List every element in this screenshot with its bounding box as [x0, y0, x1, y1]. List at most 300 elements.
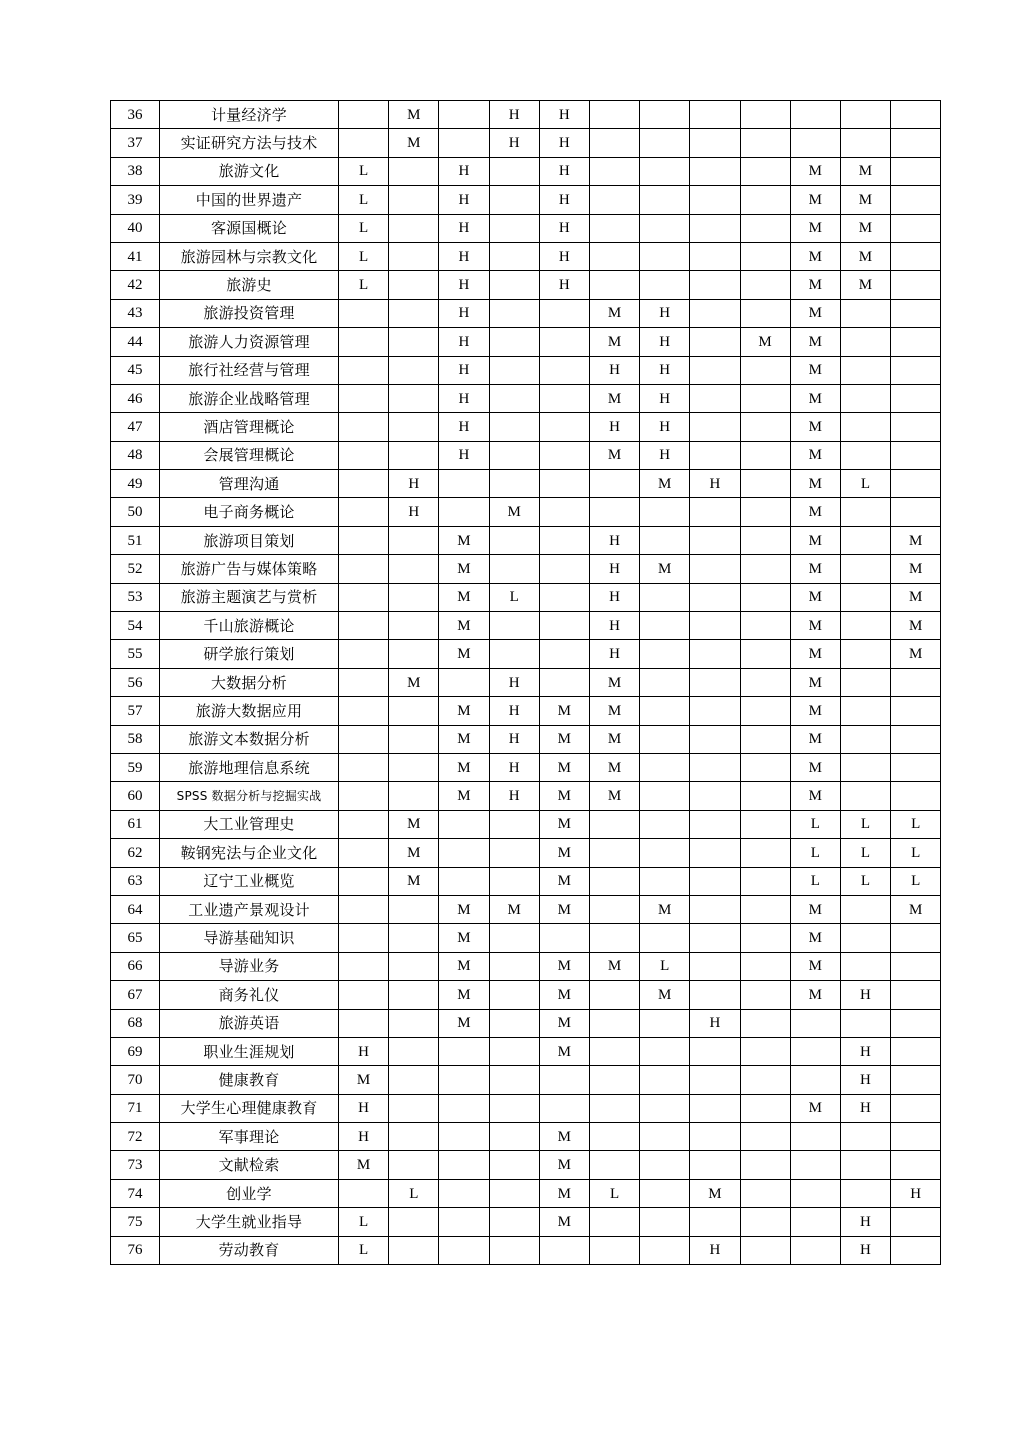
mark-cell: [589, 470, 639, 498]
mark-cell: [640, 697, 690, 725]
mark-cell: [589, 157, 639, 185]
mark-cell: M: [439, 725, 489, 753]
mark-cell: H: [439, 356, 489, 384]
mark-cell: M: [539, 725, 589, 753]
mark-cell: H: [439, 157, 489, 185]
mark-cell: L: [640, 952, 690, 980]
mark-cell: [740, 753, 790, 781]
mark-cell: [539, 328, 589, 356]
course-name: 旅游史: [160, 271, 339, 299]
mark-cell: M: [539, 697, 589, 725]
mark-cell: M: [790, 640, 840, 668]
mark-cell: H: [439, 271, 489, 299]
table-row: [111, 640, 941, 668]
mark-cell: [339, 725, 389, 753]
mark-cell: [690, 271, 740, 299]
course-name: 导游业务: [160, 952, 339, 980]
course-name: 研学旅行策划: [160, 640, 339, 668]
course-competency-matrix: [110, 100, 941, 1265]
mark-cell: M: [439, 753, 489, 781]
mark-cell: [389, 1094, 439, 1122]
mark-cell: [840, 924, 890, 952]
mark-cell: [489, 356, 539, 384]
mark-cell: [840, 413, 890, 441]
mark-cell: L: [840, 867, 890, 895]
mark-cell: H: [339, 1094, 389, 1122]
mark-cell: [439, 1151, 489, 1179]
mark-cell: [539, 1066, 589, 1094]
mark-cell: [740, 952, 790, 980]
row-number: 65: [111, 924, 160, 952]
mark-cell: [589, 271, 639, 299]
mark-cell: M: [790, 441, 840, 469]
mark-cell: [740, 299, 790, 327]
mark-cell: M: [790, 1094, 840, 1122]
table-row: [111, 356, 941, 384]
mark-cell: [690, 725, 740, 753]
mark-cell: [389, 214, 439, 242]
table-row: [111, 1066, 941, 1094]
mark-cell: [589, 981, 639, 1009]
mark-cell: [489, 924, 539, 952]
mark-cell: [389, 952, 439, 980]
mark-cell: [439, 101, 489, 129]
mark-cell: [740, 810, 790, 838]
mark-cell: [740, 384, 790, 412]
mark-cell: [640, 1208, 690, 1236]
table-row: [111, 157, 941, 185]
mark-cell: [690, 697, 740, 725]
mark-cell: [690, 782, 740, 810]
mark-cell: L: [790, 810, 840, 838]
mark-cell: M: [840, 157, 890, 185]
mark-cell: [891, 356, 941, 384]
mark-cell: [740, 1151, 790, 1179]
mark-cell: [840, 697, 890, 725]
row-number: 44: [111, 328, 160, 356]
mark-cell: [790, 101, 840, 129]
mark-cell: [589, 810, 639, 838]
mark-cell: [389, 895, 439, 923]
course-name: 客源国概论: [160, 214, 339, 242]
mark-cell: [389, 555, 439, 583]
course-name: 文献检索: [160, 1151, 339, 1179]
mark-cell: [539, 498, 589, 526]
mark-cell: H: [690, 1009, 740, 1037]
mark-cell: [539, 384, 589, 412]
mark-cell: M: [539, 1009, 589, 1037]
table-row: [111, 384, 941, 412]
table-row: [111, 810, 941, 838]
mark-cell: [690, 157, 740, 185]
mark-cell: M: [439, 526, 489, 554]
mark-cell: [840, 526, 890, 554]
course-name: 旅行社经营与管理: [160, 356, 339, 384]
mark-cell: [840, 753, 890, 781]
mark-cell: [489, 612, 539, 640]
mark-cell: [790, 1123, 840, 1151]
mark-cell: [891, 981, 941, 1009]
mark-cell: H: [489, 668, 539, 696]
mark-cell: [690, 242, 740, 270]
mark-cell: [640, 1094, 690, 1122]
mark-cell: H: [439, 242, 489, 270]
mark-cell: [389, 640, 439, 668]
mark-cell: M: [389, 867, 439, 895]
mark-cell: M: [439, 697, 489, 725]
course-name: 管理沟通: [160, 470, 339, 498]
mark-cell: M: [589, 952, 639, 980]
mark-cell: [389, 1123, 439, 1151]
mark-cell: M: [790, 895, 840, 923]
mark-cell: [891, 271, 941, 299]
mark-cell: L: [339, 242, 389, 270]
mark-cell: [339, 782, 389, 810]
row-number: 62: [111, 839, 160, 867]
mark-cell: [690, 1066, 740, 1094]
mark-cell: [489, 242, 539, 270]
row-number: 70: [111, 1066, 160, 1094]
course-name: 创业学: [160, 1179, 339, 1207]
mark-cell: [690, 101, 740, 129]
mark-cell: M: [389, 129, 439, 157]
mark-cell: [539, 356, 589, 384]
course-name: 鞍钢宪法与企业文化: [160, 839, 339, 867]
mark-cell: [640, 1037, 690, 1065]
table-row: [111, 328, 941, 356]
mark-cell: M: [891, 895, 941, 923]
mark-cell: [339, 612, 389, 640]
mark-cell: [640, 640, 690, 668]
mark-cell: [891, 242, 941, 270]
mark-cell: M: [539, 1151, 589, 1179]
mark-cell: [740, 441, 790, 469]
row-number: 43: [111, 299, 160, 327]
mark-cell: [339, 924, 389, 952]
mark-cell: M: [339, 1151, 389, 1179]
course-name: 旅游文化: [160, 157, 339, 185]
course-name: 大学生就业指导: [160, 1208, 339, 1236]
row-number: 55: [111, 640, 160, 668]
mark-cell: M: [840, 242, 890, 270]
mark-cell: [690, 441, 740, 469]
mark-cell: [840, 101, 890, 129]
mark-cell: [489, 1037, 539, 1065]
mark-cell: [339, 640, 389, 668]
mark-cell: H: [690, 1236, 740, 1264]
row-number: 39: [111, 186, 160, 214]
mark-cell: [489, 328, 539, 356]
mark-cell: H: [439, 441, 489, 469]
mark-cell: [740, 981, 790, 1009]
row-number: 59: [111, 753, 160, 781]
mark-cell: [389, 725, 439, 753]
mark-cell: [489, 1236, 539, 1264]
mark-cell: M: [539, 981, 589, 1009]
mark-cell: [740, 356, 790, 384]
mark-cell: [589, 1123, 639, 1151]
mark-cell: [891, 725, 941, 753]
mark-cell: M: [690, 1179, 740, 1207]
course-name: 实证研究方法与技术: [160, 129, 339, 157]
mark-cell: [840, 583, 890, 611]
mark-cell: [640, 839, 690, 867]
row-number: 74: [111, 1179, 160, 1207]
table-row: [111, 470, 941, 498]
mark-cell: L: [840, 470, 890, 498]
mark-cell: [690, 413, 740, 441]
mark-cell: H: [439, 186, 489, 214]
mark-cell: M: [389, 839, 439, 867]
mark-cell: M: [640, 555, 690, 583]
mark-cell: L: [339, 186, 389, 214]
mark-cell: M: [589, 299, 639, 327]
mark-cell: [489, 157, 539, 185]
mark-cell: [589, 1009, 639, 1037]
mark-cell: M: [640, 981, 690, 1009]
mark-cell: [690, 924, 740, 952]
mark-cell: [489, 214, 539, 242]
mark-cell: [690, 328, 740, 356]
mark-cell: [740, 782, 790, 810]
mark-cell: [891, 328, 941, 356]
table-row: [111, 753, 941, 781]
mark-cell: [489, 839, 539, 867]
mark-cell: M: [489, 895, 539, 923]
mark-cell: [389, 1037, 439, 1065]
mark-cell: [690, 612, 740, 640]
table-row: [111, 668, 941, 696]
mark-cell: M: [389, 101, 439, 129]
mark-cell: [339, 810, 389, 838]
course-name: SPSS 数据分析与挖掘实战: [160, 782, 339, 810]
mark-cell: [439, 810, 489, 838]
mark-cell: [690, 839, 740, 867]
mark-cell: M: [790, 782, 840, 810]
mark-cell: [539, 1094, 589, 1122]
course-name: 酒店管理概论: [160, 413, 339, 441]
mark-cell: [740, 1009, 790, 1037]
table-row: [111, 242, 941, 270]
mark-cell: [891, 782, 941, 810]
mark-cell: [489, 441, 539, 469]
mark-cell: [790, 1151, 840, 1179]
mark-cell: [339, 1179, 389, 1207]
mark-cell: [439, 1123, 489, 1151]
mark-cell: L: [891, 810, 941, 838]
row-number: 57: [111, 697, 160, 725]
mark-cell: [389, 753, 439, 781]
mark-cell: [539, 640, 589, 668]
mark-cell: [740, 1179, 790, 1207]
mark-cell: [891, 924, 941, 952]
table-row: [111, 413, 941, 441]
table-row: [111, 839, 941, 867]
row-number: 66: [111, 952, 160, 980]
course-name: 千山旅游概论: [160, 612, 339, 640]
mark-cell: [891, 697, 941, 725]
row-number: 40: [111, 214, 160, 242]
mark-cell: [489, 1094, 539, 1122]
mark-cell: [389, 384, 439, 412]
mark-cell: H: [589, 526, 639, 554]
mark-cell: [740, 242, 790, 270]
mark-cell: [339, 555, 389, 583]
mark-cell: M: [790, 328, 840, 356]
mark-cell: H: [840, 1037, 890, 1065]
mark-cell: L: [891, 867, 941, 895]
mark-cell: [489, 1009, 539, 1037]
mark-cell: M: [891, 555, 941, 583]
mark-cell: H: [840, 1094, 890, 1122]
row-number: 41: [111, 242, 160, 270]
mark-cell: L: [339, 1208, 389, 1236]
mark-cell: M: [439, 583, 489, 611]
mark-cell: [439, 1236, 489, 1264]
mark-cell: [790, 1236, 840, 1264]
mark-cell: [640, 753, 690, 781]
mark-cell: H: [489, 782, 539, 810]
row-number: 46: [111, 384, 160, 412]
mark-cell: [339, 101, 389, 129]
mark-cell: [339, 867, 389, 895]
table-row: [111, 583, 941, 611]
mark-cell: M: [389, 810, 439, 838]
mark-cell: [640, 782, 690, 810]
mark-cell: [339, 129, 389, 157]
mark-cell: [840, 299, 890, 327]
mark-cell: H: [640, 413, 690, 441]
course-name: 商务礼仪: [160, 981, 339, 1009]
mark-cell: M: [640, 470, 690, 498]
course-name: 计量经济学: [160, 101, 339, 129]
mark-cell: [339, 952, 389, 980]
mark-cell: [690, 1037, 740, 1065]
course-name: 旅游项目策划: [160, 526, 339, 554]
mark-cell: [840, 555, 890, 583]
mark-cell: [690, 981, 740, 1009]
mark-cell: L: [790, 867, 840, 895]
mark-cell: [640, 725, 690, 753]
mark-cell: [489, 555, 539, 583]
mark-cell: M: [790, 668, 840, 696]
mark-cell: [589, 101, 639, 129]
mark-cell: [589, 867, 639, 895]
mark-cell: M: [589, 725, 639, 753]
mark-cell: [439, 668, 489, 696]
mark-cell: [589, 839, 639, 867]
mark-cell: M: [589, 782, 639, 810]
mark-cell: L: [339, 157, 389, 185]
mark-cell: [740, 612, 790, 640]
table-row: [111, 1179, 941, 1207]
mark-cell: H: [640, 299, 690, 327]
mark-cell: [690, 895, 740, 923]
mark-cell: M: [790, 186, 840, 214]
mark-cell: [389, 1009, 439, 1037]
mark-cell: M: [539, 1179, 589, 1207]
course-name: 旅游人力资源管理: [160, 328, 339, 356]
course-name: 旅游英语: [160, 1009, 339, 1037]
course-name: 辽宁工业概览: [160, 867, 339, 895]
mark-cell: M: [790, 498, 840, 526]
mark-cell: [690, 299, 740, 327]
mark-cell: M: [790, 725, 840, 753]
table-row: [111, 555, 941, 583]
mark-cell: M: [439, 555, 489, 583]
mark-cell: [840, 356, 890, 384]
mark-cell: [891, 1066, 941, 1094]
mark-cell: H: [539, 101, 589, 129]
mark-cell: [389, 299, 439, 327]
mark-cell: [389, 526, 439, 554]
mark-cell: [589, 242, 639, 270]
mark-cell: [840, 1123, 890, 1151]
mark-cell: [690, 356, 740, 384]
table-row: [111, 1094, 941, 1122]
mark-cell: [840, 782, 890, 810]
table-row: [111, 271, 941, 299]
mark-cell: [840, 441, 890, 469]
mark-cell: [589, 895, 639, 923]
row-number: 68: [111, 1009, 160, 1037]
mark-cell: M: [489, 498, 539, 526]
mark-cell: [740, 101, 790, 129]
mark-cell: [640, 242, 690, 270]
mark-cell: [589, 1094, 639, 1122]
mark-cell: [740, 555, 790, 583]
mark-cell: H: [389, 498, 439, 526]
mark-cell: H: [339, 1037, 389, 1065]
mark-cell: L: [891, 839, 941, 867]
mark-cell: M: [539, 782, 589, 810]
mark-cell: H: [489, 101, 539, 129]
mark-cell: M: [589, 384, 639, 412]
mark-cell: [790, 1208, 840, 1236]
row-number: 67: [111, 981, 160, 1009]
mark-cell: H: [589, 356, 639, 384]
mark-cell: [690, 753, 740, 781]
course-name: 旅游企业战略管理: [160, 384, 339, 412]
mark-cell: [891, 101, 941, 129]
row-number: 53: [111, 583, 160, 611]
mark-cell: [339, 1009, 389, 1037]
mark-cell: [539, 413, 589, 441]
mark-cell: M: [840, 186, 890, 214]
mark-cell: [339, 299, 389, 327]
row-number: 63: [111, 867, 160, 895]
mark-cell: [339, 498, 389, 526]
mark-cell: M: [891, 640, 941, 668]
mark-cell: [640, 1009, 690, 1037]
mark-cell: [489, 952, 539, 980]
mark-cell: [339, 839, 389, 867]
mark-cell: [339, 356, 389, 384]
mark-cell: M: [439, 952, 489, 980]
mark-cell: [439, 1037, 489, 1065]
table-row: [111, 924, 941, 952]
mark-cell: [339, 470, 389, 498]
mark-cell: [539, 924, 589, 952]
row-number: 47: [111, 413, 160, 441]
mark-cell: M: [439, 640, 489, 668]
table-row: [111, 1151, 941, 1179]
mark-cell: M: [790, 384, 840, 412]
course-name: 中国的世界遗产: [160, 186, 339, 214]
mark-cell: [690, 129, 740, 157]
row-number: 69: [111, 1037, 160, 1065]
mark-cell: M: [539, 810, 589, 838]
